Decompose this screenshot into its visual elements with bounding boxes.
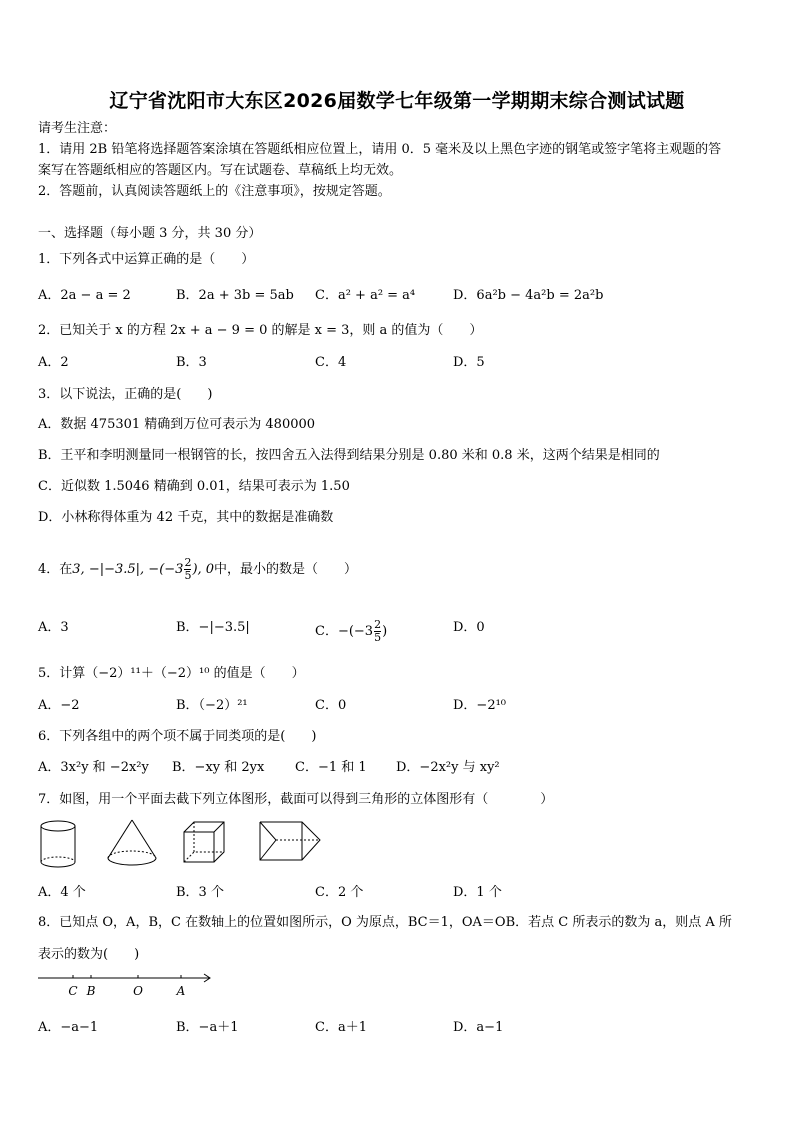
question-1-option-d: D．6a²b − 4a²b = 2a²b (453, 288, 604, 303)
cube-icon (184, 822, 224, 862)
question-4-math: 3, −|−3.5|, −(−3 (72, 562, 184, 577)
question-6-option-d: D．−2x²y 与 xy² (396, 760, 500, 775)
question-7-option-a: A．4 个 (38, 885, 86, 900)
question-1-option-a: A．2a − a = 2 (38, 288, 131, 303)
question-5-option-c: C．0 (315, 698, 347, 713)
question-5-stem: 5．计算（−2）¹¹＋（−2）¹⁰ 的值是（ ） (38, 666, 305, 681)
question-4-option-c-close: ) (382, 624, 388, 639)
question-4-option-a: A．3 (38, 620, 69, 635)
question-5-option-a: A．−2 (38, 698, 80, 713)
question-2-option-c: C．4 (315, 355, 347, 370)
question-4-option-d: D．0 (453, 620, 485, 635)
solid-figures (36, 818, 326, 870)
label-a: A (176, 984, 186, 998)
question-1-stem: 1．下列各式中运算正确的是（ ） (38, 252, 255, 267)
label-b: B (86, 984, 96, 998)
question-4-stem (38, 557, 357, 582)
question-3-option-d: D．小林称得体重为 42 千克，其中的数据是准确数 (38, 510, 334, 525)
question-4-option-b: B．−|−3.5| (176, 620, 250, 635)
question-4-fraction-numerator: 2 (184, 556, 192, 569)
question-5-option-d: D．−2¹⁰ (453, 698, 507, 713)
question-2-option-a: A．2 (38, 355, 69, 370)
question-3-option-b: B．王平和李明测量同一根钢管的长，按四舍五入法得到结果分别是 0.80 米和 0.8 米，这两个结果是相同的 (38, 448, 660, 463)
question-3-option-c: C．近似数 1.5046 精确到 0.01，结果可表示为 1.50 (38, 479, 350, 494)
question-8-option-b: B．−a＋1 (176, 1020, 239, 1035)
notice-item-1-line-2: 案写在答题纸相应的答题区内。写在试题卷、草稿纸上均无效。 (38, 163, 403, 178)
question-6-stem: 6．下列各组中的两个项不属于同类项的是( ) (38, 729, 317, 744)
question-4-option-c (315, 619, 387, 644)
question-4-suffix: 中，最小的数是（ ） (214, 562, 358, 577)
question-4-option-c-fraction (374, 619, 381, 644)
label-c: C (68, 984, 78, 998)
question-7-option-d: D．1 个 (453, 885, 502, 900)
notice-item-1-line-1: 1．请用 2B 铅笔将选择题答案涂填在答题纸相应位置上，请用 0．5 毫米及以上黑色字迹的钢笔或签字笔将主观题的答 (38, 142, 722, 157)
question-7-stem: 7．如图，用一个平面去截下列立体图形，截面可以得到三角形的立体图形有（ ） (38, 792, 554, 807)
notice-item-2: 2．答题前，认真阅读答题纸上的《注意事项》，按规定答题。 (38, 184, 391, 199)
question-8-option-a: A．−a−1 (38, 1020, 99, 1035)
question-8-stem-line-2: 表示的数为( ) (38, 947, 140, 962)
page-title: 辽宁省沈阳市大东区2026届数学七年级第一学期期末综合测试试题 (109, 90, 685, 112)
notice-heading: 请考生注意： (38, 121, 117, 136)
label-o: O (133, 984, 143, 998)
cone-icon (108, 820, 156, 865)
question-2-option-b: B．3 (176, 355, 207, 370)
cylinder-icon (41, 821, 75, 867)
question-6-option-c: C．−1 和 1 (295, 760, 367, 775)
question-4-math-end: ), 0 (192, 562, 215, 577)
question-4-option-c-text: C．−(−3 (315, 624, 374, 639)
question-4-option-c-numerator: 2 (374, 618, 382, 631)
number-line (38, 968, 218, 1000)
question-5-option-b: B．（−2）²¹ (176, 698, 248, 713)
question-3-stem: 3．以下说法，正确的是( ) (38, 387, 213, 402)
question-6-option-a: A．3x²y 和 −2x²y (38, 760, 149, 775)
section-heading: 一、选择题（每小题 3 分，共 30 分） (38, 226, 262, 241)
question-8-option-c: C．a＋1 (315, 1020, 367, 1035)
question-1-option-b: B．2a + 3b = 5ab (176, 288, 294, 303)
question-8-option-d: D．a−1 (453, 1020, 504, 1035)
question-4-prefix: 4．在 (38, 562, 73, 577)
question-3-option-a: A．数据 475301 精确到万位可表示为 480000 (38, 417, 316, 432)
question-7-option-b: B．3 个 (176, 885, 224, 900)
question-4-fraction-denominator: 5 (184, 569, 192, 582)
question-7-option-c: C．2 个 (315, 885, 364, 900)
question-2-stem: 2．已知关于 x 的方程 2x + a − 9 = 0 的解是 x = 3，则 a 的值为（ ） (38, 323, 483, 338)
question-6-option-b: B．−xy 和 2yx (172, 760, 265, 775)
question-4-option-c-denominator: 5 (374, 631, 382, 644)
question-4-fraction (184, 557, 191, 582)
question-2-option-d: D．5 (453, 355, 485, 370)
question-1-option-c: C．a² + a² = a⁴ (315, 288, 416, 303)
question-8-stem-line-1: 8．已知点 O，A，B，C 在数轴上的位置如图所示，O 为原点，BC＝1，OA＝OB．若点 C 所表示的数为 a，则点 A 所 (38, 915, 732, 930)
triangular-prism-icon (260, 822, 320, 860)
